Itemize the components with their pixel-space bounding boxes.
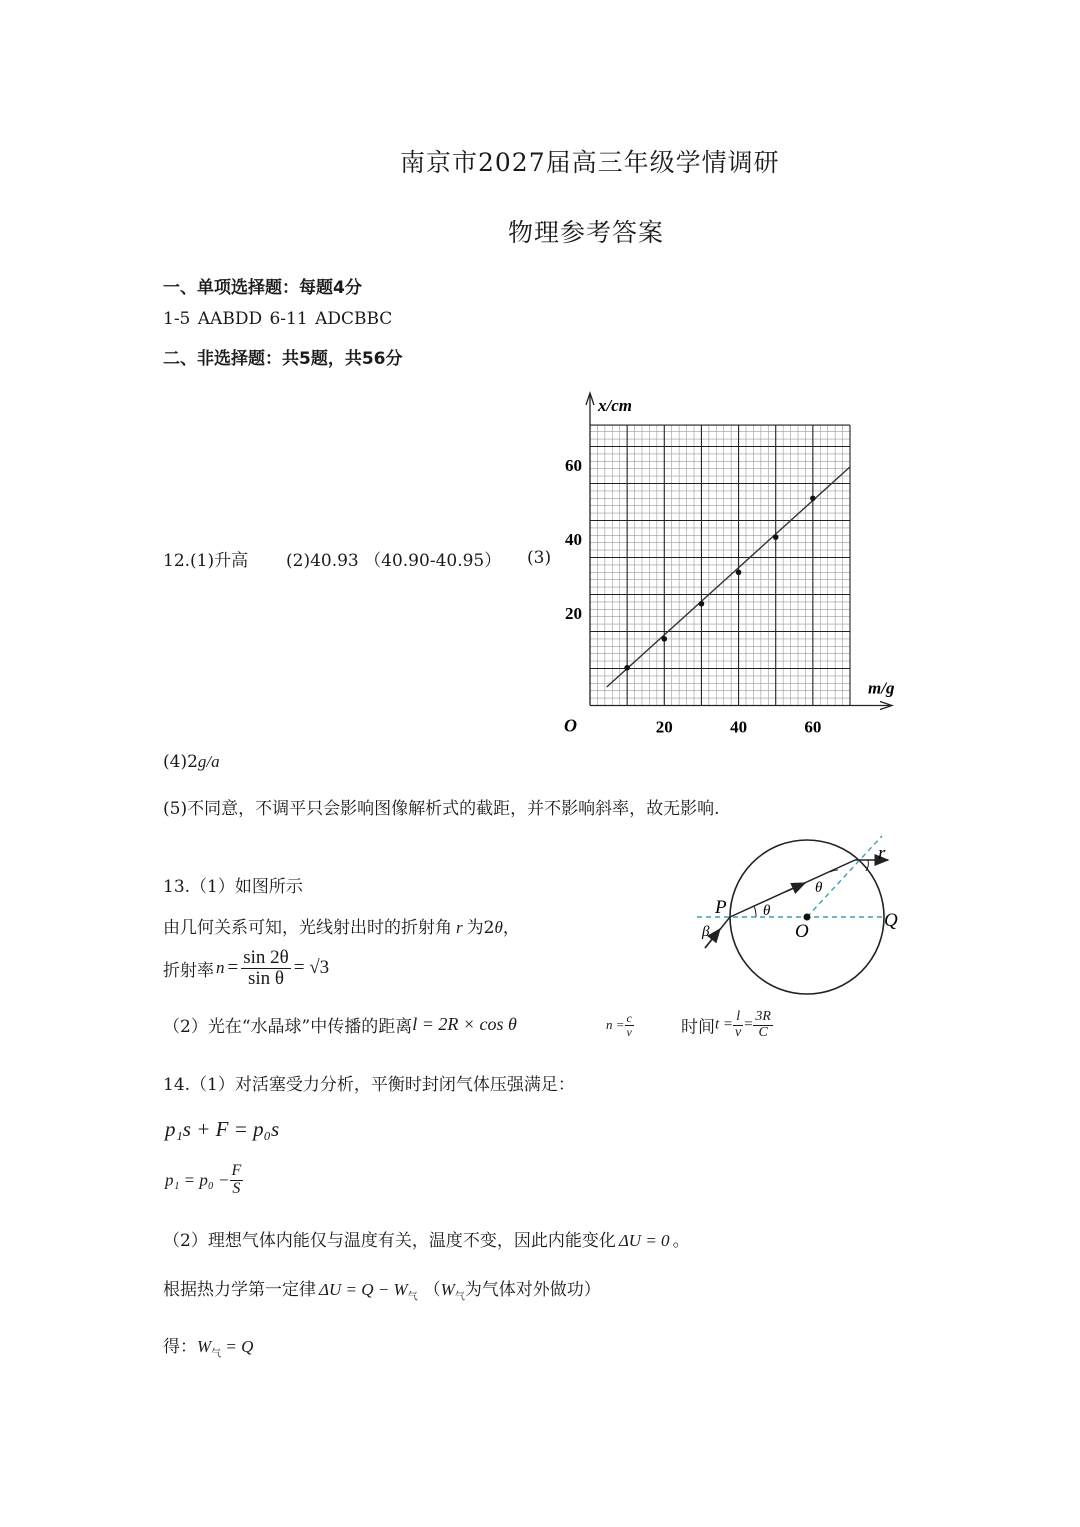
q13-time-formula <box>681 1010 773 1040</box>
q13-line2-theta: θ <box>494 918 503 937</box>
q12-part2: (2)40.93 （40.90-40.95） <box>286 551 502 571</box>
label-beta: β <box>702 924 710 940</box>
q12-part3-label: (3) <box>527 548 552 568</box>
q14-line2-pre: （2）理想气体内能仅与温度有关，温度不变，因此内能变化 <box>163 1231 616 1251</box>
q14-eq2 <box>165 1163 243 1198</box>
q12-part5: (5)不同意，不调平只会影响图像解析式的截距，并不影响斜率，故无影响. <box>163 799 720 819</box>
q13-line4 <box>163 1012 517 1037</box>
label-r: r <box>878 843 886 864</box>
q13-time-eq: = <box>743 1016 754 1033</box>
q13-refraction-fraction <box>241 948 291 989</box>
q13-line4-pre: （2）光在“水晶球”中传播的距离 <box>163 1017 413 1037</box>
q13-time-den2: C <box>758 1024 768 1040</box>
y-tick-label: 60 <box>565 456 582 475</box>
y-tick-label: 20 <box>565 604 582 623</box>
graph-origin-label: O <box>564 715 577 736</box>
q13-line2 <box>163 913 520 938</box>
q13-line1: 13.（1）如图所示 <box>163 877 303 897</box>
label-theta1: θ <box>763 903 771 919</box>
q13-n-fraction <box>625 1012 634 1038</box>
q12-graph <box>550 385 920 737</box>
q13-line3-pre: 折射率 <box>163 960 214 981</box>
y-tick-label: 40 <box>565 530 582 549</box>
data-point-5 <box>773 534 779 540</box>
q13-line2-end: ， <box>502 918 520 938</box>
q13-n-num: c <box>626 1011 632 1025</box>
q13-fraction-den: sin θ <box>247 967 284 989</box>
theta1-arc <box>754 906 756 917</box>
x-tick-label: 20 <box>655 717 673 737</box>
q14-line3 <box>163 1275 601 1302</box>
q13-line3-n: n <box>216 958 225 978</box>
label-Q: Q <box>884 910 898 931</box>
q14-eq2-fraction <box>230 1163 244 1198</box>
q12-part1: 12.(1)升高 <box>163 551 249 571</box>
q14-line1: 14.（1）对活塞受力分析，平衡时封闭气体压强满足： <box>163 1075 575 1095</box>
q12-part4-var: g/a <box>197 752 220 771</box>
q14-eq1: p₁s + F = p₀s <box>165 1117 280 1141</box>
label-theta2: θ <box>815 880 823 896</box>
q14-line2-formula: ΔU = 0 <box>618 1231 670 1250</box>
data-point-4 <box>736 570 742 576</box>
q14-line4-sub: 气 <box>211 1348 222 1360</box>
q12-part4-prefix: (4)2 <box>163 752 198 772</box>
graph-grid-minor <box>590 425 850 705</box>
q13-time-lhs: t = <box>715 1016 734 1033</box>
internal-ray-arrow <box>785 883 805 892</box>
q13-time-num2: 3R <box>755 1009 771 1024</box>
graph-grid-major <box>590 425 850 705</box>
q13-line3 <box>163 948 329 989</box>
q14-line3-pre: 根据热力学第一定律 <box>163 1280 316 1300</box>
q14-line3-paren-sub: 气 <box>454 1291 465 1303</box>
q14-line3-paren-w: W <box>440 1280 455 1299</box>
data-point-2 <box>661 636 667 642</box>
q13-time-frac1 <box>733 1010 743 1040</box>
page-subtitle: 物理参考答案 <box>508 218 665 247</box>
data-point-3 <box>699 601 705 607</box>
q14-eq2-num: F <box>231 1162 242 1179</box>
q14-line3-formula: ΔU = Q − W <box>319 1280 408 1299</box>
section2-heading: 二、非选择题：共5题，共56分 <box>163 349 403 369</box>
q13-time-num1: l <box>733 1010 743 1026</box>
data-point-6 <box>810 496 816 502</box>
center-point <box>804 914 811 921</box>
x-tick-label: 60 <box>804 717 822 737</box>
q14-line3-sub: 气 <box>407 1291 418 1303</box>
q12-part4 <box>163 752 220 772</box>
q14-eq2-den: S <box>232 1179 241 1197</box>
x-tick-label: 40 <box>730 717 748 737</box>
q13-line2-pre: 由几何关系可知，光线射出时的折射角 <box>163 918 452 938</box>
q13-fraction-num: sin 2θ <box>243 947 289 968</box>
q14-line3-paren-pre: （ <box>423 1280 441 1300</box>
q13-time-frac2 <box>753 1010 773 1040</box>
q13-line3-result: = √3 <box>293 957 330 979</box>
q13-time-label: 时间 <box>681 1017 715 1038</box>
q13-optics-diagram <box>690 840 920 1000</box>
q14-line4-w: W <box>197 1337 212 1356</box>
q13-line4-formula: l = 2R × cos θ <box>412 1014 517 1034</box>
q14-line4-pre: 得： <box>163 1337 197 1357</box>
q14-line2-end: 。 <box>672 1231 690 1251</box>
label-P: P <box>715 897 727 918</box>
label-O: O <box>795 921 809 942</box>
q13-n-formula <box>606 1012 634 1038</box>
q13-line2-mid: 为2 <box>466 918 495 938</box>
q13-line3-eq: = <box>227 957 239 979</box>
q14-line4-end: = Q <box>221 1337 254 1356</box>
q13-n-lhs: n = <box>606 1017 625 1033</box>
data-point-1 <box>624 665 630 671</box>
graph-x-label: m/g <box>868 678 895 698</box>
q13-time-den1: v <box>735 1024 742 1040</box>
section1-heading: 一、单项选择题：每题4分 <box>163 278 362 298</box>
q14-line2 <box>163 1226 690 1251</box>
section1-answers: 1-5 AABDD 6-11 ADCBBC <box>163 309 393 329</box>
q14-eq2-lhs: p₁ = p₀ − <box>165 1170 230 1190</box>
graph-y-label: x/cm <box>598 396 632 415</box>
q14-line3-paren-end: 为气体对外做功） <box>464 1280 601 1300</box>
page-title: 南京市2027届高三年级学情调研 <box>400 148 780 177</box>
q13-n-den: v <box>626 1024 632 1039</box>
q13-line2-r: r <box>456 918 463 937</box>
q14-line4 <box>163 1332 253 1359</box>
